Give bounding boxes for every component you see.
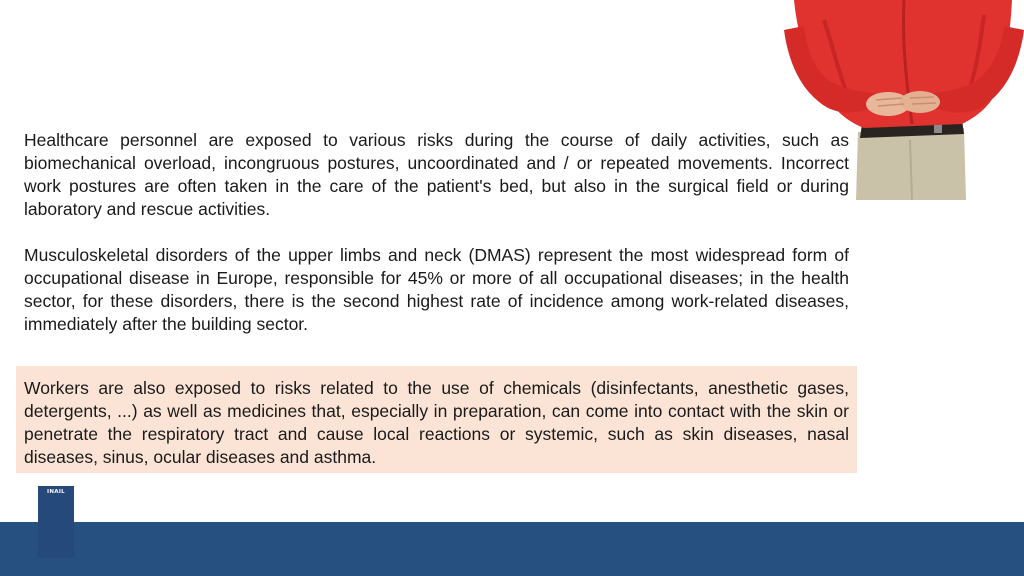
- paragraph-healthcare-risks: Healthcare personnel are exposed to various risks during the course of daily activities, such as biomechanical overload, incongruous postures, uncoordinated and / or repeated movements. Incorrect work postures are often taken in the care of the patient's bed, but also in the surgical field or during laboratory and rescue activities.: [24, 130, 849, 219]
- paragraph-musculoskeletal-disorders: Musculoskeletal disorders of the upper limbs and neck (DMAS) represent the most widespread form of occupational disease in Europe, responsible for 45% or more of all occupational diseases; in the health sector, for these disorders, there is the second highest rate of incidence among work-related diseases, immediately after the building sector.: [24, 245, 849, 334]
- logo-text: INAIL: [47, 489, 65, 495]
- paragraph-chemical-risks: Workers are also exposed to risks related to the use of chemicals (disinfectants, anesthetic gases, detergents, ...) as well as medicines that, especially in preparation, can come into contact with the skin or penetrate the respiratory tract and cause local reactions or systemic, such as skin diseases, nasal diseases, sinus, ocular diseases and asthma.: [24, 378, 849, 467]
- inail-logo: [38, 486, 74, 558]
- back-pain-illustration: [784, 0, 1024, 200]
- highlight-box: [16, 366, 857, 473]
- footer-bar: [0, 522, 1024, 576]
- back-pain-photo: [784, 0, 1024, 200]
